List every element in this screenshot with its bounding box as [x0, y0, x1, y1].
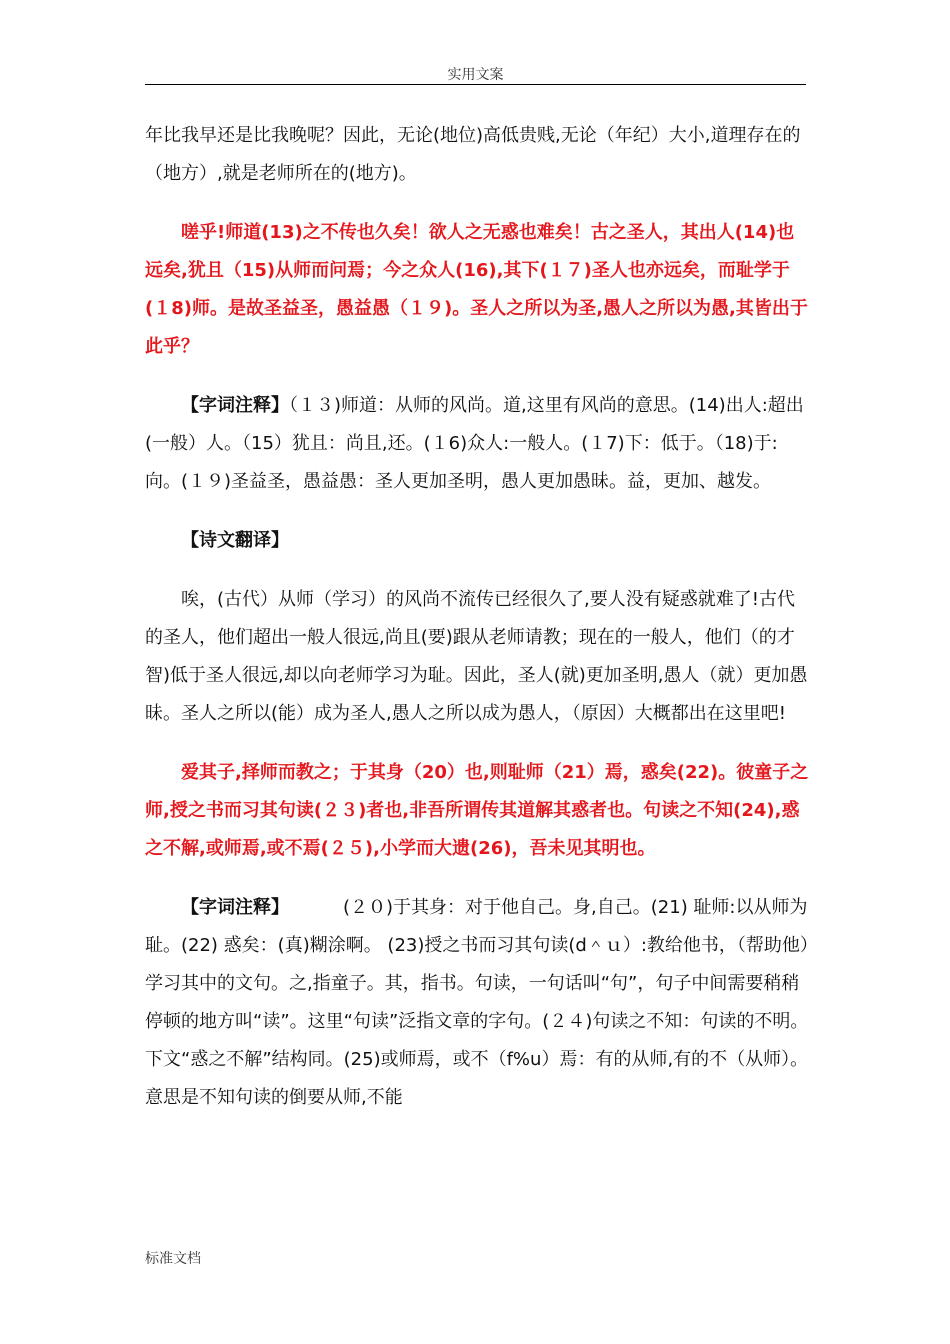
- section-heading-translation: 【诗文翻译】: [181, 530, 289, 551]
- annotation-text: （１３)师道：从师的风尚。道,这里有风尚的意思。(14)出人:超出(一般）人。（15）犹且：尚且,还。(１6)众人:一般人。(１7)下：低于。（18)于:向。(１９)圣益圣，愚益愚：圣人更加圣明，愚人更加愚昧。益，更加、越发。: [145, 395, 804, 492]
- paragraph-original-text-2: 爱其子,择师而教之；于其身（20）也,则耻师（21）焉，惑矣(22)。彼童子之师,授之书而习其句读(２３)者也,非吾所谓传其道解其惑者也。句读之不知(24),惑之不解,或师焉,或不焉(２５),小学而大遗(26)，吾未见其明也。: [145, 762, 809, 859]
- paragraph-translation: 唉，(古代）从师（学习）的风尚不流传已经很久了,要人没有疑惑就难了!古代的圣人，他们超出一般人很远,尚且(要)跟从老师请教；现在的一般人，他们（的才智)低于圣人很远,却以向老师学习为耻。因此，圣人(就)更加圣明,愚人（就）更加愚昧。圣人之所以(能）成为圣人,愚人之所以成为愚人，（原因）大概都出在这里吧!: [145, 589, 808, 724]
- paragraph-translation-continued: 年比我早还是比我晚呢？因此，无论(地位)高低贵贱,无论（年纪）大小,道理存在的（地方）,就是老师所在的(地方)。: [145, 125, 801, 184]
- header-rule: [145, 84, 806, 85]
- page-footer: 标准文档: [145, 1251, 201, 1267]
- paragraph-annotation-2: [145, 889, 811, 1117]
- page-header: 实用文案: [447, 67, 504, 83]
- annotation-text: (２０)于其身：对于他自己。身,自己。(21) 耻师:以从师为耻。(22) 惑矣：(真)糊涂啊。 (23)授之书而习其句读(d＾ｕ）:教给他书，（帮助他）学习其中的文句。之,指童子。其，指书。句读，一句话叫“句”，句子中间需要稍稍停顿的地方叫“读”。这里“句读”泛指文章的字句。(２４)句读之不知：句读的不明。下文“惑之不解”结构同。(25)或师焉，或不（f%u）焉：有的从师,有的不（从师）。意思是不知句读的倒要从师,不能: [145, 897, 809, 1108]
- annotation-label: 【字词注释】: [181, 897, 289, 918]
- document-body: [145, 117, 811, 1117]
- annotation-label: 【字词注释】: [181, 395, 289, 416]
- paragraph-original-text-1: 嗟乎!师道(13)之不传也久矣！欲人之无惑也难矣！古之圣人，其出人(14)也远矣,犹且（15)从师而问焉；今之众人(16),其下(１７)圣人也亦远矣，而耻学于(１8)师。是故圣益圣，愚益愚（１９)。圣人之所以为圣,愚人之所以为愚,其皆出于此乎？: [145, 222, 808, 357]
- paragraph-annotation-1: [145, 387, 811, 501]
